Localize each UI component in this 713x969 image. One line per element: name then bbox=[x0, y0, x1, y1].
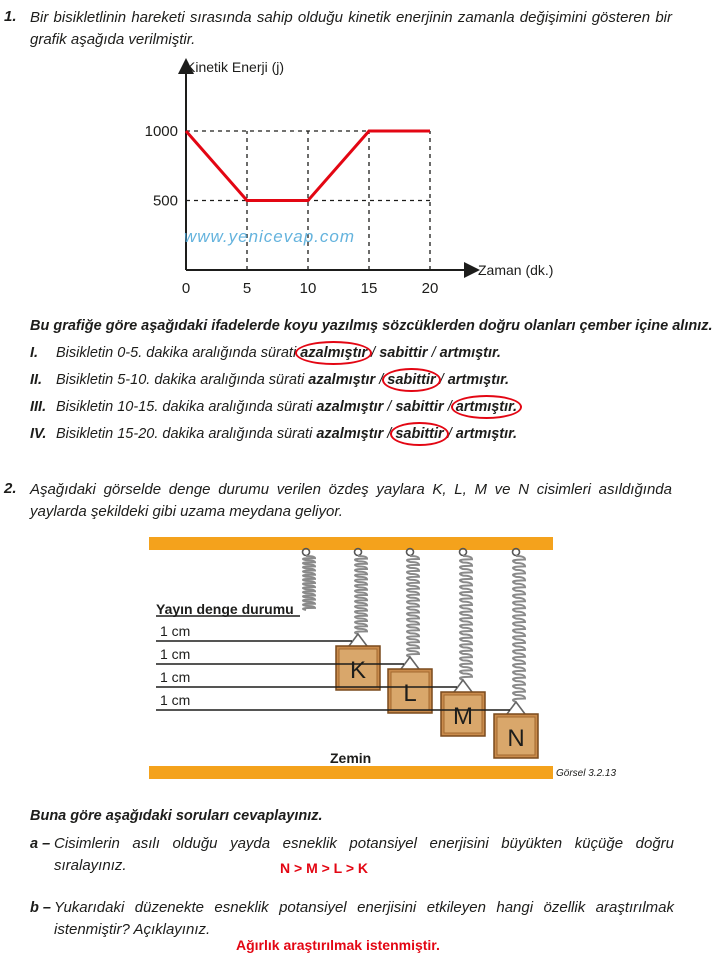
question-2-text: Aşağıdaki görselde denge durumu verilen özdeş yaylara K, L, M ve N cisimleri asıldığında yaylarda şekildeki gibi uzama meydana geliyor. bbox=[30, 481, 672, 520]
cm-label-1: 1 cm bbox=[160, 623, 191, 639]
x-tick-10: 10 bbox=[299, 280, 317, 297]
box-hanger-2 bbox=[401, 657, 419, 669]
x-axis-label: Zaman (dk.) bbox=[478, 262, 554, 278]
option-artmistir: artmıştır. bbox=[455, 426, 518, 442]
spring-3 bbox=[407, 556, 419, 657]
question-1-instruction: Bu grafiğe göre aşağıdaki ifadelerde koyu yazılmış sözcüklerden doğru olanları çember içine alınız. bbox=[30, 318, 713, 334]
statement-3: III. Bisikletin 10-15. dakika aralığında sürati azalmıştır / sabittir / artmıştır. bbox=[30, 399, 518, 415]
box-hanger-1 bbox=[349, 634, 367, 646]
statement-1: I. Bisikletin 0-5. dakika aralığında sürati azalmıştır / sabittir / artmıştır. bbox=[30, 345, 501, 361]
energy-time-chart bbox=[144, 52, 590, 302]
option-sabittir: sabittir bbox=[395, 399, 444, 415]
box-label-n: N bbox=[507, 725, 525, 752]
spring-4 bbox=[460, 556, 472, 680]
ceiling-bar bbox=[149, 537, 553, 550]
part-a-label: a – bbox=[30, 836, 51, 852]
x-tick-5: 5 bbox=[242, 280, 252, 297]
x-tick-20: 20 bbox=[421, 280, 439, 297]
statement-4: IV. Bisikletin 15-20. dakika aralığında sürati azalmıştır / sabittir / artmıştır. bbox=[30, 426, 518, 442]
cm-label-3: 1 cm bbox=[160, 669, 191, 685]
part-a-text: Cisimlerin asılı olduğu yayda esneklik potansiyel enerjisini büyükten küçüğe doğru sıralayınız. bbox=[54, 835, 674, 874]
y-tick-1000: 1000 bbox=[144, 123, 178, 140]
question-2-prompt: Buna göre aşağıdaki soruları cevaplayınız. bbox=[30, 808, 323, 824]
question-2-number: 2. bbox=[4, 480, 17, 497]
option-artmistir: artmıştır. bbox=[447, 372, 509, 388]
x-tick-0: 0 bbox=[181, 280, 191, 297]
answer-circle-3 bbox=[451, 395, 522, 419]
spring-figure bbox=[140, 532, 640, 782]
box-hanger-4 bbox=[507, 702, 525, 714]
box-label-k: K bbox=[349, 657, 367, 684]
figure-caption: Görsel 3.2.13 bbox=[556, 768, 617, 779]
spring-1 bbox=[303, 556, 315, 610]
option-azalmistir: azalmıştır bbox=[308, 372, 376, 388]
box-hanger-3 bbox=[454, 680, 472, 692]
option-sabittir: sabittir bbox=[395, 426, 444, 442]
equilibrium-label: Yayın denge durumu bbox=[156, 601, 294, 617]
option-sabittir: sabittir bbox=[387, 372, 436, 388]
answer-circle-1 bbox=[295, 341, 372, 365]
y-tick-500: 500 bbox=[152, 192, 178, 210]
cm-label-4: 1 cm bbox=[160, 692, 191, 708]
question-1-number: 1. bbox=[4, 8, 17, 25]
option-azalmistir: azalmıştır bbox=[300, 345, 368, 361]
option-artmistir: artmıştır. bbox=[439, 345, 501, 361]
part-b-text: Yukarıdaki düzenekte esneklik potansiyel enerjisini etkileyen hangi özellik araştırılmak istenmiştir? Açıklayınız. bbox=[54, 899, 674, 938]
question-1-text: Bir bisikletlinin hareketi sırasında sahip olduğu kinetik enerjinin zamanla değişimini gösteren bir grafik aşağıda verilmiştir. bbox=[30, 9, 672, 48]
option-sabittir: sabittir bbox=[379, 345, 428, 361]
part-b-label: b – bbox=[30, 900, 51, 916]
spring-5 bbox=[513, 556, 525, 702]
answer-circle-4 bbox=[390, 422, 448, 446]
box-label-l: L bbox=[403, 680, 417, 707]
part-b-answer: Ağırlık araştırılmak istenmiştir. bbox=[236, 937, 440, 953]
statement-2: II. Bisikletin 5-10. dakika aralığında sürati azalmıştır / sabittir / artmıştır. bbox=[30, 372, 509, 388]
option-azalmistir: azalmıştır bbox=[316, 426, 384, 442]
watermark: www.yenicevap.com bbox=[184, 227, 356, 246]
ground-bar bbox=[149, 766, 553, 779]
spring-2 bbox=[355, 556, 367, 634]
y-axis-label: Kinetik Enerji (j) bbox=[186, 59, 285, 75]
ground-label: Zemin bbox=[330, 750, 372, 766]
x-tick-15: 15 bbox=[360, 280, 378, 297]
answer-circle-2 bbox=[382, 368, 440, 392]
cm-label-2: 1 cm bbox=[160, 646, 191, 662]
box-label-m: M bbox=[453, 703, 473, 730]
part-a-answer: N > M > L > K bbox=[280, 860, 369, 876]
option-artmistir: artmıştır. bbox=[455, 399, 518, 415]
option-azalmistir: azalmıştır bbox=[316, 399, 384, 415]
